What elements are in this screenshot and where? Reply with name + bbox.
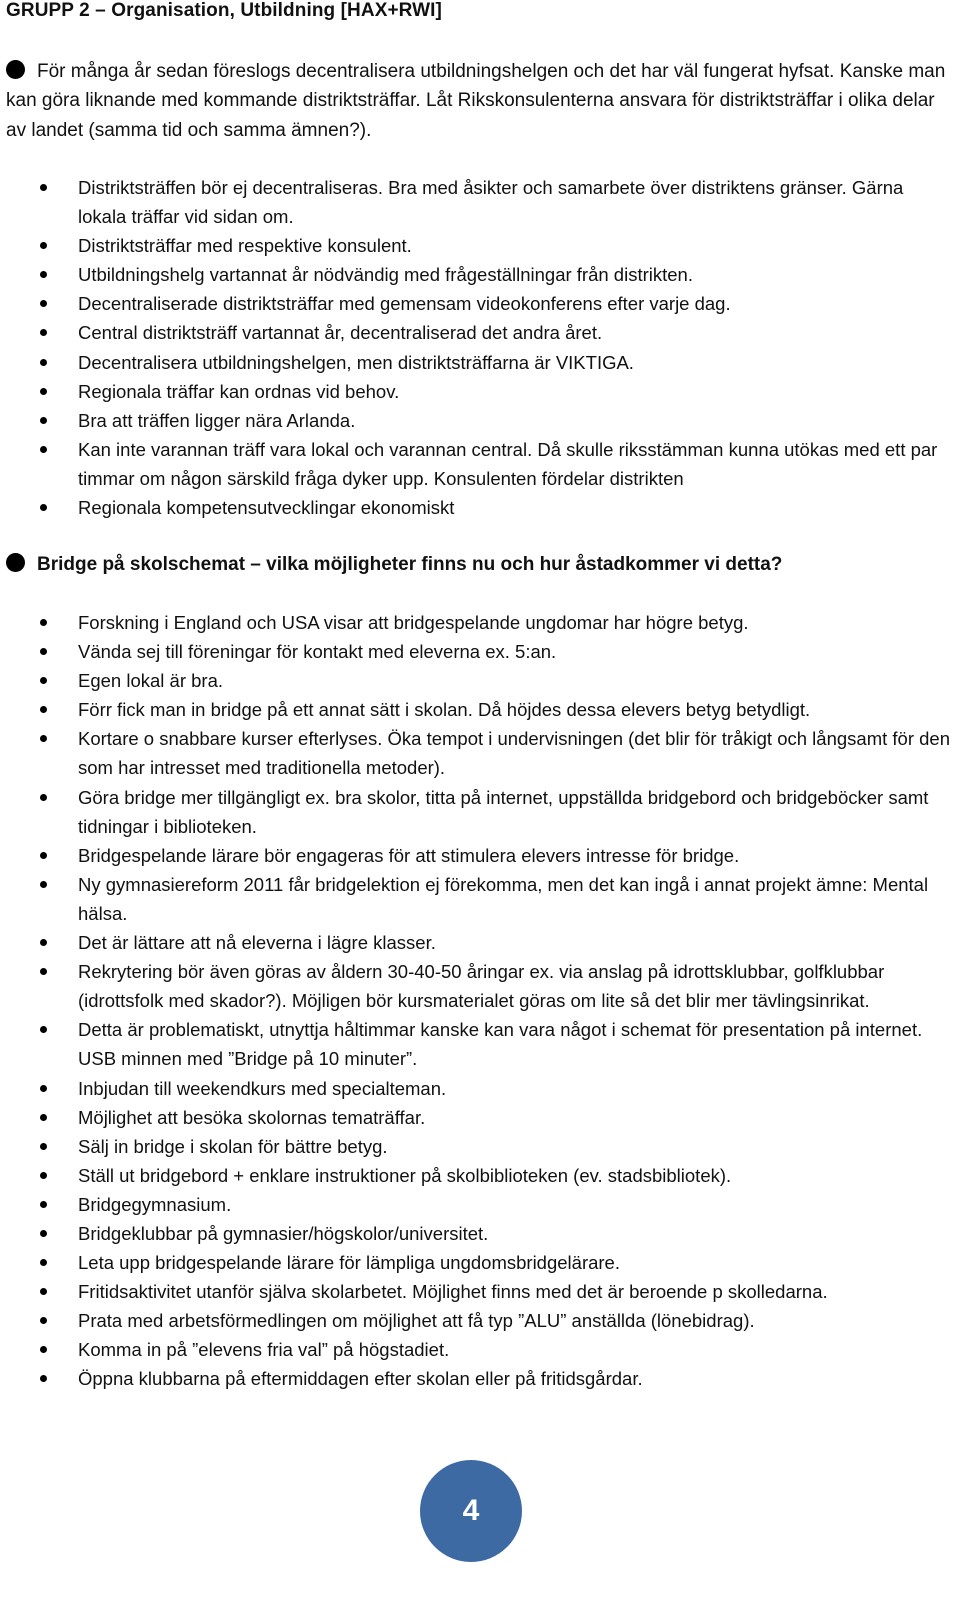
- list-item: Decentraliserade distriktsträffar med gemensam videokonferens efter varje dag.: [0, 289, 950, 318]
- bullet-icon: [40, 1172, 47, 1179]
- bullet-icon: [40, 794, 47, 801]
- large-bullet-icon: [6, 60, 25, 79]
- list-item: Kan inte varannan träff vara lokal och varannan central. Då skulle riksstämman kunna utökas med ett par timmar om någon särskild fråga dyker upp. Konsulenten fördelar distrikten: [0, 435, 950, 493]
- list-item: Leta upp bridgespelande lärare för lämpliga ungdomsbridgelärare.: [0, 1248, 950, 1277]
- bullet-icon: [40, 648, 47, 655]
- bullet-icon: [40, 504, 47, 511]
- bullet-icon: [40, 1346, 47, 1353]
- bullet-icon: [40, 1317, 47, 1324]
- list-item: Distriktsträffar med respektive konsulent.: [0, 231, 950, 260]
- list-item: Det är lättare att nå eleverna i lägre klasser.: [0, 928, 950, 957]
- bullet-icon: [40, 446, 47, 453]
- list-item: Vända sej till föreningar för kontakt med eleverna ex. 5:an.: [0, 637, 950, 666]
- list-item: Prata med arbetsförmedlingen om möjlighet att få typ ”ALU” anställda (lönebidrag).: [0, 1306, 950, 1335]
- list-item: Bridgespelande lärare bör engageras för att stimulera elevers intresse för bridge.: [0, 841, 950, 870]
- list-item: Förr fick man in bridge på ett annat sätt i skolan. Då höjdes dessa elevers betyg betydligt.: [0, 695, 950, 724]
- list-item: Fritidsaktivitet utanför själva skolarbetet. Möjlighet finns med det är beroende p skolledarna.: [0, 1277, 950, 1306]
- list-item: Regionala träffar kan ordnas vid behov.: [0, 377, 950, 406]
- bullet-icon: [40, 1259, 47, 1266]
- list-item: Regionala kompetensutvecklingar ekonomiskt: [0, 493, 950, 522]
- list-item: Rekrytering bör även göras av åldern 30-40-50 åringar ex. via anslag på idrottsklubbar, golfklubbar (idrottsfolk med skador?). Möjligen bör kursmaterialet göras om lite så det blir mer tävlingsinrikat.: [0, 957, 950, 1015]
- bullet-icon: [40, 677, 47, 684]
- list-item: Inbjudan till weekendkurs med specialteman.: [0, 1074, 950, 1103]
- bullet-icon: [40, 619, 47, 626]
- bullet-icon: [40, 417, 47, 424]
- bullet-icon: [40, 735, 47, 742]
- section2-heading-text: Bridge på skolschemat – vilka möjligheter finns nu och hur åstadkommer vi detta?: [37, 554, 783, 575]
- list-item: Bridgeklubbar på gymnasier/högskolor/universitet.: [0, 1219, 950, 1248]
- bullet-icon: [40, 359, 47, 366]
- list-item: Ställ ut bridgebord + enklare instruktioner på skolbiblioteken (ev. stadsbibliotek).: [0, 1161, 950, 1190]
- list-item: Göra bridge mer tillgängligt ex. bra skolor, titta på internet, uppställda bridgebord och bridgeböcker samt tidningar i biblioteken.: [0, 783, 950, 841]
- list-item: Distriktsträffen bör ej decentraliseras. Bra med åsikter och samarbete över distriktens gränser. Gärna lokala träffar vid sidan om.: [0, 173, 950, 231]
- bullet-icon: [40, 1201, 47, 1208]
- page-title: GRUPP 2 – Organisation, Utbildning [HAX+RWI]: [6, 0, 442, 21]
- section2-list: [0, 608, 950, 1394]
- bullet-icon: [40, 852, 47, 859]
- page-number: 4: [462, 1494, 480, 1527]
- list-item: Bridgegymnasium.: [0, 1190, 950, 1219]
- list-item: Möjlighet att besöka skolornas tematräffar.: [0, 1103, 950, 1132]
- list-item: Utbildningshelg vartannat år nödvändig med frågeställningar från distrikten.: [0, 260, 950, 289]
- large-bullet-icon: [6, 553, 25, 572]
- list-item: Ny gymnasiereform 2011 får bridgelektion ej förekomma, men det kan ingå i annat projekt ämne: Mental hälsa.: [0, 870, 950, 928]
- list-item: Komma in på ”elevens fria val” på högstadiet.: [0, 1335, 950, 1364]
- list-item: Öppna klubbarna på eftermiddagen efter skolan eller på fritidsgårdar.: [0, 1364, 950, 1393]
- bullet-icon: [40, 300, 47, 307]
- bullet-icon: [40, 271, 47, 278]
- list-item: Kortare o snabbare kurser efterlyses. Öka tempot i undervisningen (det blir för tråkigt och långsamt för den som har intresset med traditionella metoder).: [0, 724, 950, 782]
- bullet-icon: [40, 184, 47, 191]
- section1-intro: [6, 57, 946, 145]
- bullet-icon: [40, 1288, 47, 1295]
- bullet-icon: [40, 968, 47, 975]
- bullet-icon: [40, 881, 47, 888]
- section1-list: [0, 173, 950, 522]
- section1-intro-text: För många år sedan föreslogs decentralisera utbildningshelgen och det har väl fungerat hyfsat. Kanske man kan göra liknande med kommande distriktsträffar. Låt Rikskonsulenterna ansvara för distriktsträffar i olika delar av landet (samma tid och samma ämnen?).: [6, 61, 946, 141]
- list-item: Forskning i England och USA visar att bridgespelande ungdomar har högre betyg.: [0, 608, 950, 637]
- bullet-icon: [40, 388, 47, 395]
- bullet-icon: [40, 1026, 47, 1033]
- list-item: Detta är problematiskt, utnyttja håltimmar kanske kan vara något i schemat för presentation på internet. USB minnen med ”Bridge på 10 minuter”.: [0, 1015, 950, 1073]
- bullet-icon: [40, 1114, 47, 1121]
- list-item: Bra att träffen ligger nära Arlanda.: [0, 406, 950, 435]
- bullet-icon: [40, 1085, 47, 1092]
- bullet-icon: [40, 329, 47, 336]
- bullet-icon: [40, 1143, 47, 1150]
- bullet-icon: [40, 706, 47, 713]
- list-item: Egen lokal är bra.: [0, 666, 950, 695]
- list-item: Central distriktsträff vartannat år, decentraliserad det andra året.: [0, 318, 950, 347]
- bullet-icon: [40, 242, 47, 249]
- bullet-icon: [40, 939, 47, 946]
- list-item: Decentralisera utbildningshelgen, men distriktsträffarna är VIKTIGA.: [0, 348, 950, 377]
- page-number-badge: [420, 1460, 522, 1562]
- bullet-icon: [40, 1375, 47, 1382]
- section2-heading: [6, 550, 946, 579]
- bullet-icon: [40, 1230, 47, 1237]
- list-item: Sälj in bridge i skolan för bättre betyg.: [0, 1132, 950, 1161]
